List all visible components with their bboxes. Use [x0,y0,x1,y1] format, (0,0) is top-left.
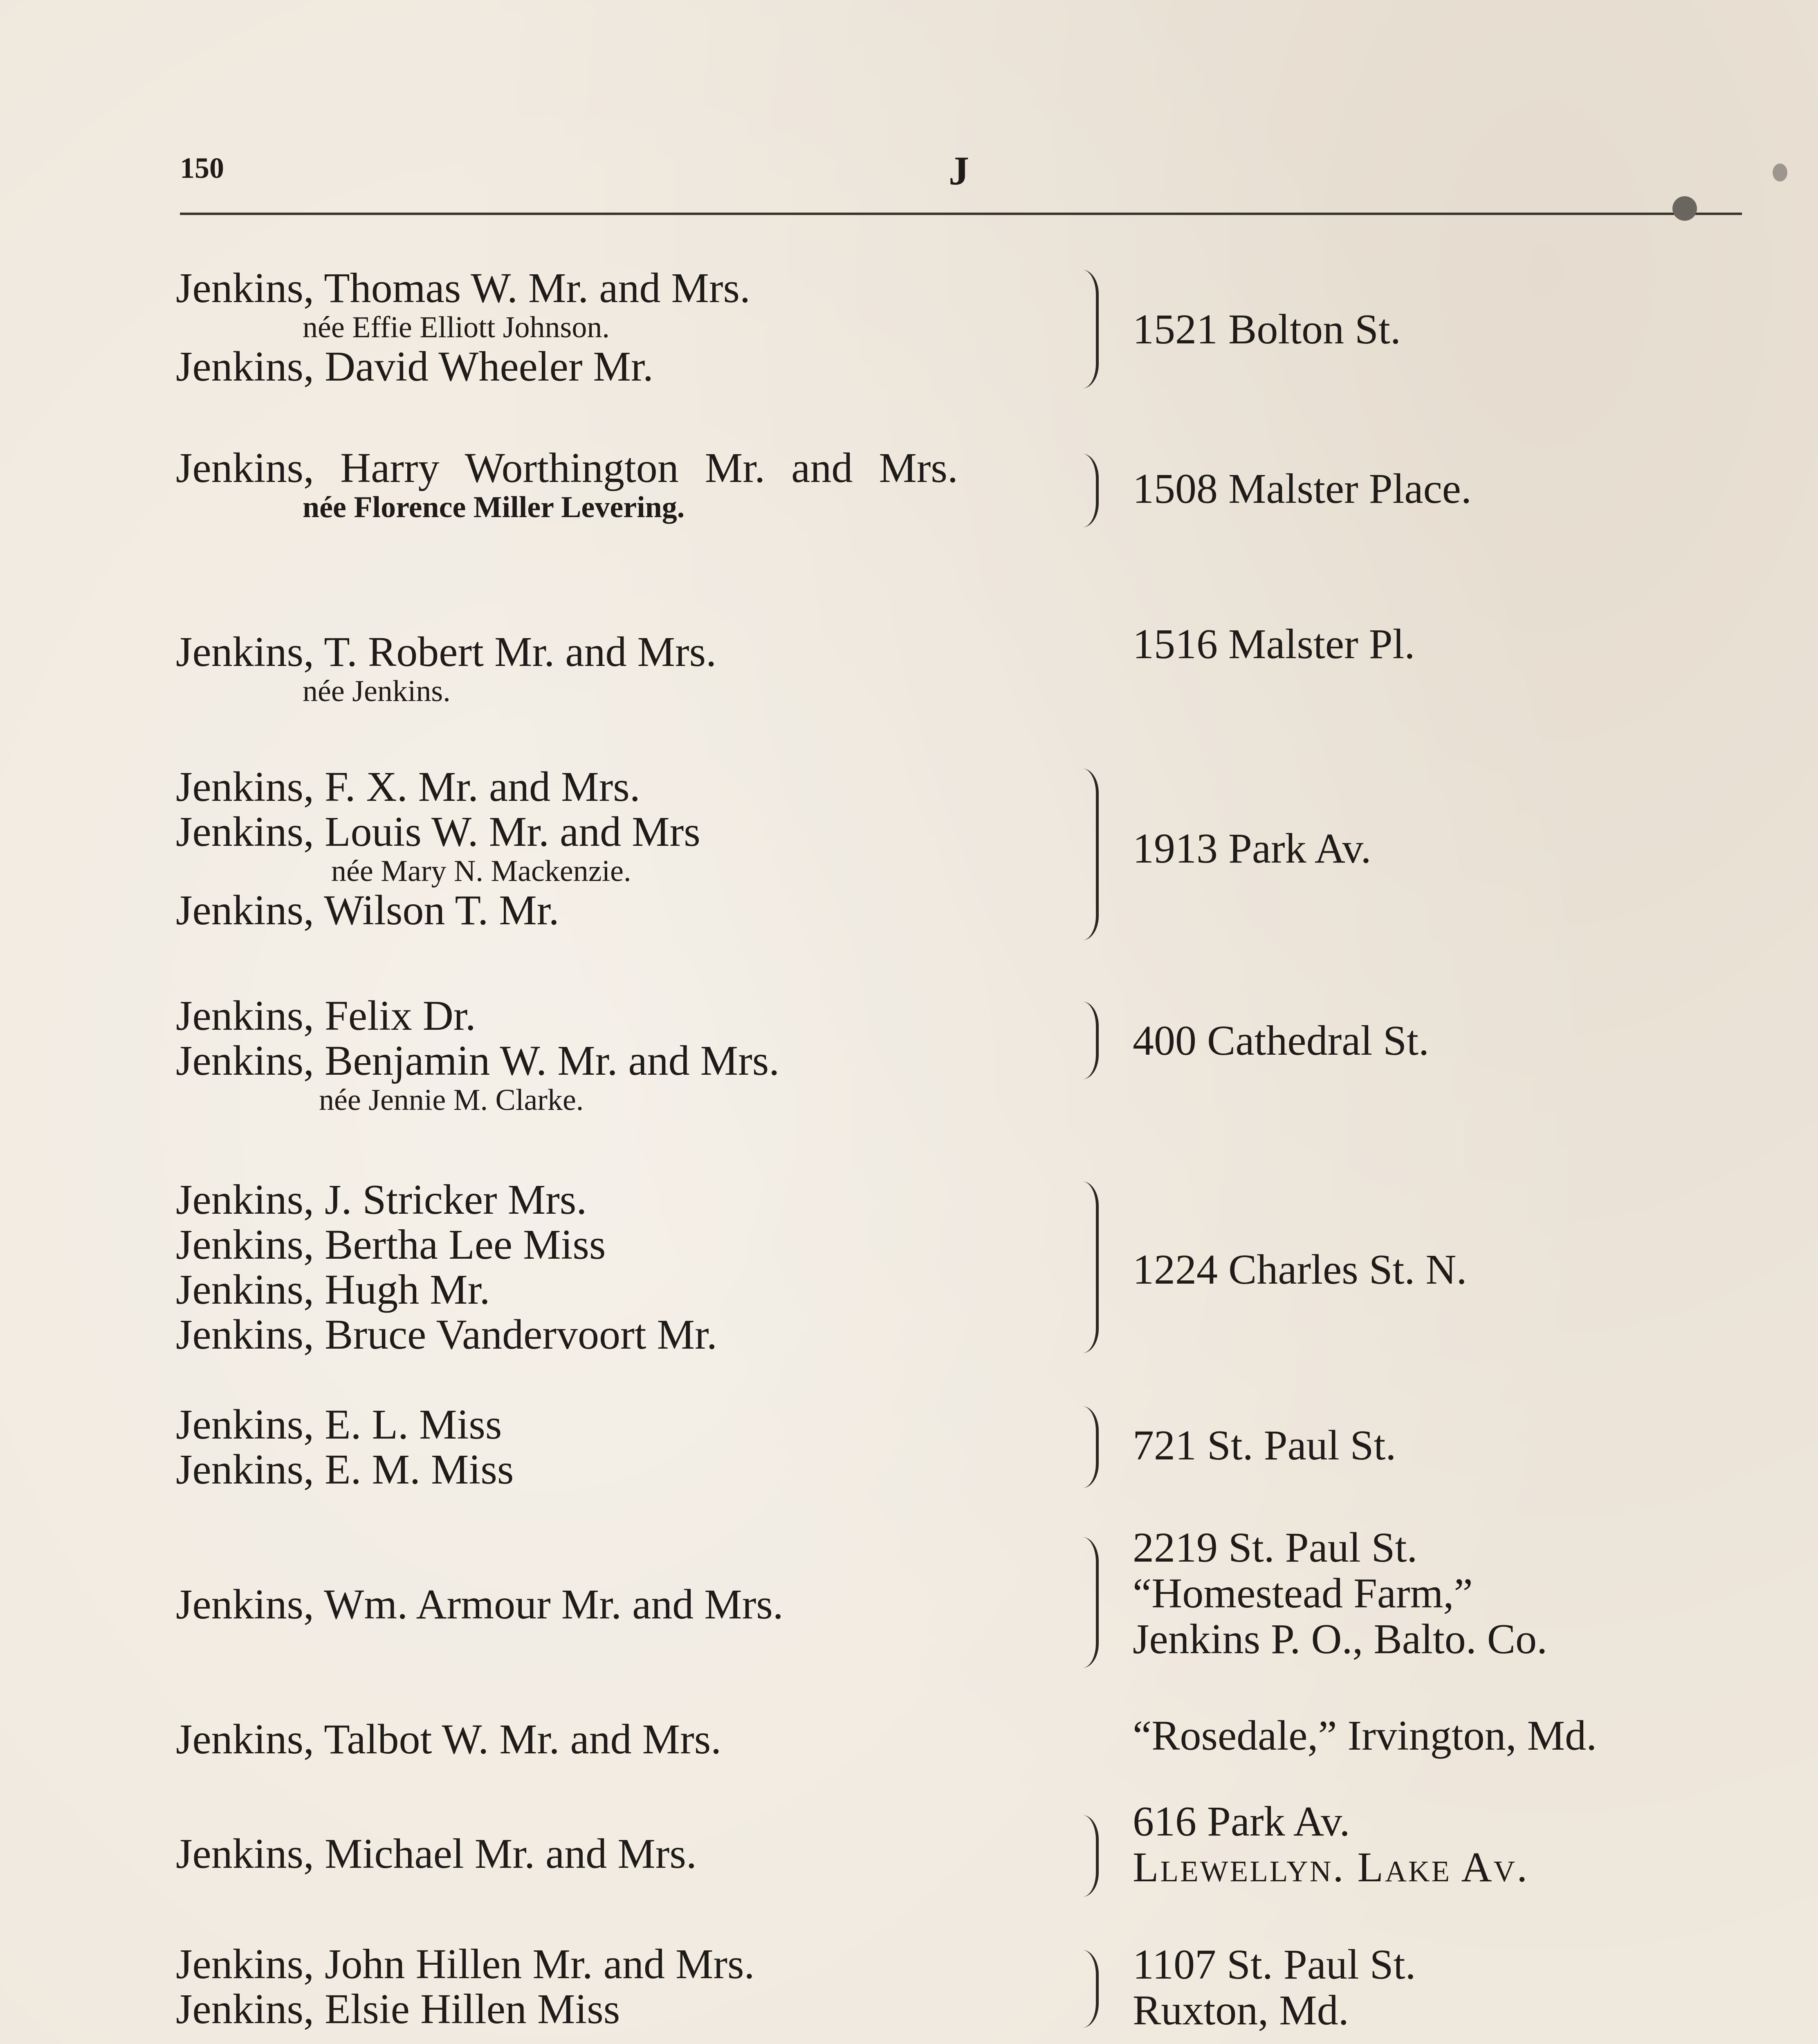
address-line: 1508 Malster Place. [1133,465,1472,512]
maiden-name: née Effie Elliott Johnson. [303,311,610,344]
grouping-brace [1071,1406,1099,1488]
resident-name: Jenkins, Benjamin W. Mr. and Mrs. [176,1037,780,1084]
grouping-brace [1071,270,1099,388]
grouping-brace [1071,1181,1099,1353]
address-line: 1913 Park Av. [1133,825,1371,872]
grouping-brace [1071,1002,1099,1079]
grouping-brace [1071,1537,1099,1668]
grouping-brace [1071,1950,1099,2028]
maiden-name: née Jennie M. Clarke. [319,1083,584,1117]
resident-name: Jenkins, Bertha Lee Miss [176,1221,606,1268]
resident-name: Jenkins, Harry Worthington Mr. and Mrs. [176,444,958,491]
resident-name: Jenkins, Wm. Armour Mr. and Mrs. [176,1581,783,1628]
resident-name: Jenkins, Elsie Hillen Miss [176,1986,620,2033]
resident-name: Jenkins, Thomas W. Mr. and Mrs. [176,264,751,312]
resident-name: Jenkins, Hugh Mr. [176,1266,490,1313]
maiden-name: née Jenkins. [303,675,451,708]
resident-name: Jenkins, Bruce Vandervoort Mr. [176,1311,717,1358]
resident-name: Jenkins, John Hillen Mr. and Mrs. [176,1941,755,1988]
grouping-brace [1071,454,1099,527]
resident-name: Jenkins, T. Robert Mr. and Mrs. [176,628,717,675]
maiden-name: née Florence Miller Levering. [303,491,685,524]
address-line: “Rosedale,” Irvington, Md. [1133,1712,1597,1759]
resident-name: Jenkins, David Wheeler Mr. [176,343,653,390]
resident-name: Jenkins, J. Stricker Mrs. [176,1176,587,1223]
address-line: 1516 Malster Pl. [1133,621,1415,668]
address-line: 1107 St. Paul St. [1133,1941,1416,1988]
section-letter: J [949,148,969,193]
maiden-name: née Mary N. Mackenzie. [331,854,631,888]
address-line: 2219 St. Paul St. [1133,1524,1418,1571]
address-line: Llewellyn. Lake Av. [1133,1844,1529,1891]
address-line: 1521 Bolton St. [1133,306,1401,353]
resident-name: Jenkins, Michael Mr. and Mrs. [176,1830,697,1877]
resident-name: Jenkins, Felix Dr. [176,992,476,1039]
resident-name: Jenkins, F. X. Mr. and Mrs. [176,763,640,810]
address-line: “Homestead Farm,” [1133,1570,1473,1617]
address-line: Jenkins P. O., Balto. Co. [1133,1616,1548,1663]
resident-name: Jenkins, Wilson T. Mr. [176,887,559,934]
resident-name: Jenkins, Talbot W. Mr. and Mrs. [176,1716,722,1763]
address-line: 400 Cathedral St. [1133,1017,1430,1064]
resident-name: Jenkins, Louis W. Mr. and Mrs [176,808,700,855]
grouping-brace [1071,769,1099,940]
address-line: 616 Park Av. [1133,1798,1350,1845]
address-line: 721 St. Paul St. [1133,1422,1396,1469]
grouping-brace [1071,1815,1099,1897]
resident-name: Jenkins, E. L. Miss [176,1401,502,1448]
address-line: 1224 Charles St. N. [1133,1246,1467,1293]
page-number: 150 [180,152,224,184]
resident-name: Jenkins, E. M. Miss [176,1446,514,1493]
address-line: Ruxton, Md. [1133,1987,1349,2034]
